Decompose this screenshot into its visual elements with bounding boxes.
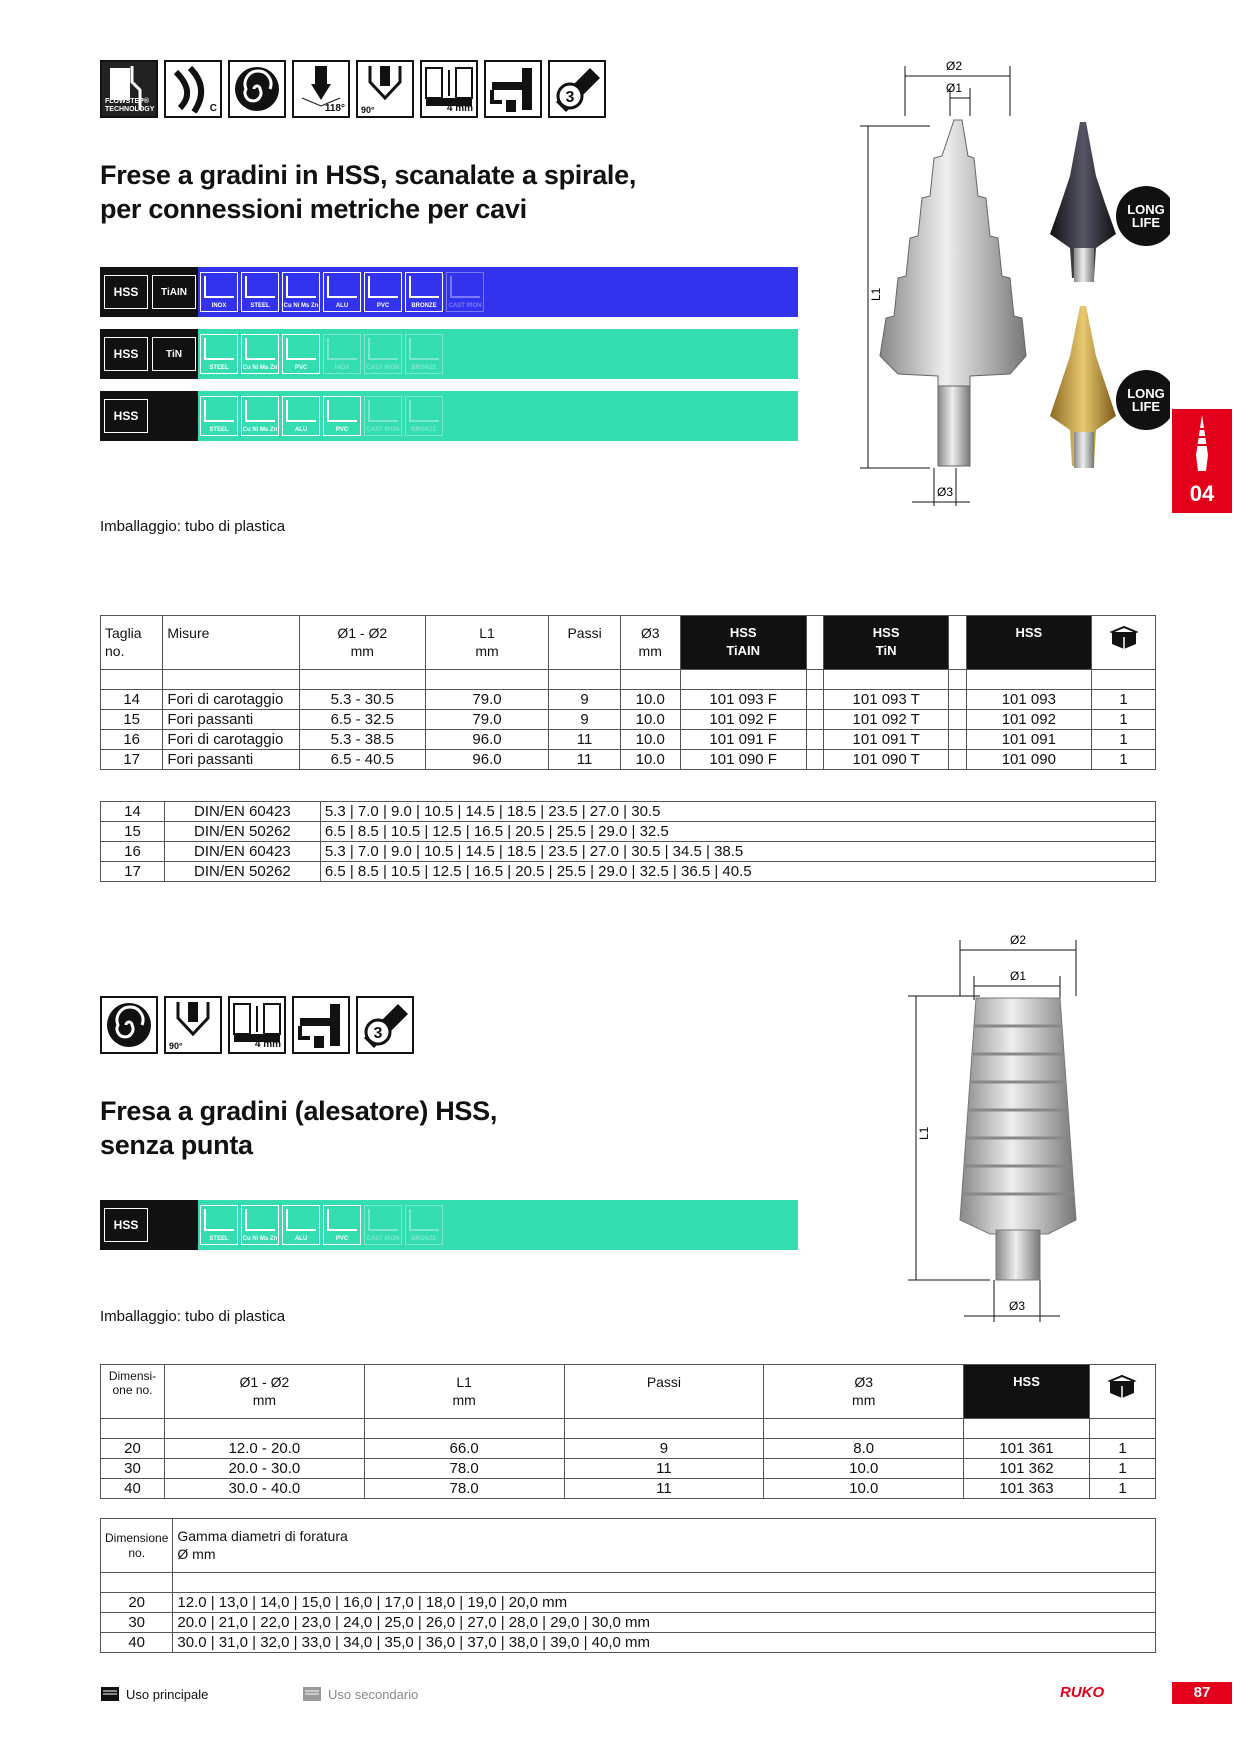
table-row: 20 12.0 - 20.0 66.0 9 8.0 101 361 1 <box>101 1439 1156 1459</box>
page-number: 87 <box>1172 1682 1232 1704</box>
countersink-caption: 90° <box>169 1041 183 1051</box>
max-thickness-caption: 4 mm <box>254 1039 281 1050</box>
section1-title-line2: per connessioni metriche per cavi <box>100 194 527 224</box>
material-alu: ALU <box>282 396 320 436</box>
material-bronze: BRONZE <box>405 334 443 374</box>
table-row: 14 DIN/EN 60423 5.3 | 7.0 | 9.0 | 10.5 | 14.5 | 18.5 | 23.5 | 27.0 | 30.5 <box>101 802 1156 822</box>
material-steel: STEEL <box>200 334 238 374</box>
badge-hss: HSS <box>104 275 148 309</box>
band-hss <box>100 391 798 441</box>
dim-d2-label-2: Ø2 <box>1009 933 1027 947</box>
table-row: 14 Fori di carotaggio 5.3 - 30.5 79.0 9 10.0 101 093 F 101 093 T 101 093 1 <box>101 690 1156 710</box>
section2-title <box>100 1094 497 1162</box>
material-steel: STEEL <box>200 1205 238 1245</box>
material-cast-iron: CAST IRON <box>446 272 484 312</box>
section2-title-line1: Fresa a gradini (alesatore) HSS, <box>100 1096 498 1126</box>
col-hss: HSS <box>964 1365 1090 1419</box>
material-cunimszn: Cu Ni Ms Zn <box>241 1205 279 1245</box>
feature-icons-row-2 <box>100 996 414 1054</box>
drill-machine-icon <box>292 996 350 1054</box>
table-row: 16 Fori di carotaggio 5.3 - 38.5 96.0 11 10.0 101 091 F 101 091 T 101 091 1 <box>101 730 1156 750</box>
svg-text:3: 3 <box>565 89 575 106</box>
col-steps: Passi <box>564 1365 764 1419</box>
badge-tin: TiN <box>152 337 196 371</box>
reamer-drawing <box>900 930 1080 1326</box>
badge-hss: HSS <box>104 399 148 433</box>
material-inox: INOX <box>200 272 238 312</box>
materials-tin <box>198 329 798 379</box>
material-cunimszn: Cu Ni Ms Zn <box>282 272 320 312</box>
drill-machine-icon <box>484 60 542 118</box>
material-cast-iron: CAST IRON <box>364 396 402 436</box>
spiral-chip-icon <box>100 996 158 1054</box>
band-hss-tin <box>100 329 798 379</box>
flowstep-icon <box>100 60 158 118</box>
badge-hss: HSS <box>104 1208 148 1242</box>
table-row: 30 20.0 - 30.0 78.0 11 10.0 101 362 1 <box>101 1459 1156 1479</box>
steel-secondary-icon <box>302 1686 322 1702</box>
chapter-number: 04 <box>1189 481 1215 506</box>
feature-icons-row-1 <box>100 60 606 118</box>
material-steel: STEEL <box>200 396 238 436</box>
dim-d3-label: Ø3 <box>936 485 954 499</box>
section1-title <box>100 158 636 226</box>
table-row: 17 Fori passanti 6.5 - 40.5 96.0 11 10.0 101 090 F 101 090 T 101 090 1 <box>101 750 1156 770</box>
package-box-icon <box>1108 624 1140 650</box>
dim-d1-label: Ø1 <box>945 81 963 95</box>
table-row: 17 DIN/EN 50262 6.5 | 8.5 | 10.5 | 12.5 | 16.5 | 20.5 | 25.5 | 29.0 | 32.5 | 36.5 | 40.5 <box>101 862 1156 882</box>
step-drill-drawing-1 <box>850 56 1170 516</box>
flowstep-caption: FLOWSTEP® TECHNOLOGY <box>105 98 155 113</box>
dim-l1-label: L1 <box>869 287 883 301</box>
band-hss-tialn <box>100 267 798 317</box>
svg-text:LONG: LONG <box>1127 202 1165 217</box>
packaging-note-2: Imballaggio: tubo di plastica <box>100 1308 286 1325</box>
col-hss-tin: HSS TiN <box>823 616 948 670</box>
table4-header <box>101 1519 1156 1573</box>
material-alu: ALU <box>282 1205 320 1245</box>
table-row: 15 Fori passanti 6.5 - 32.5 79.0 9 10.0 101 092 F 101 092 T 101 092 1 <box>101 710 1156 730</box>
svg-text:LONG: LONG <box>1127 386 1165 401</box>
col-range: Gamma diametri di foratura Ø mm <box>173 1519 1156 1573</box>
spiral-flute-caption: C <box>209 103 217 114</box>
countersink-caption: 90° <box>361 105 375 115</box>
legend-secondary-use <box>302 1686 418 1702</box>
svg-text:LIFE: LIFE <box>1131 215 1161 230</box>
max-thickness-caption: 4 mm <box>446 103 473 114</box>
material-cunimszn: Cu Ni Ms Zn <box>241 334 279 374</box>
material-bronze: BRONZE <box>405 396 443 436</box>
three-flat-shank-icon <box>548 60 606 118</box>
materials-tialn <box>198 267 798 317</box>
col-size: Dimensi-one no. <box>101 1365 165 1419</box>
step-drill-tab-icon <box>1172 409 1232 479</box>
packaging-note-1: Imballaggio: tubo di plastica <box>100 518 286 535</box>
col-d3: Ø3 mm <box>764 1365 964 1419</box>
col-package-icon <box>1089 1365 1155 1419</box>
table-row: 16 DIN/EN 60423 5.3 | 7.0 | 9.0 | 10.5 | 14.5 | 18.5 | 23.5 | 27.0 | 30.5 | 34.5 | 38.5 <box>101 842 1156 862</box>
max-thickness-icon <box>228 996 286 1054</box>
table-row: 40 30.0 - 40.0 78.0 11 10.0 101 363 1 <box>101 1479 1156 1499</box>
product-table-1 <box>100 615 1156 770</box>
chapter-tab <box>1172 409 1232 513</box>
col-d3: Ø3 mm <box>620 616 680 670</box>
material-bronze: BRONZE <box>405 272 443 312</box>
material-steel: STEEL <box>241 272 279 312</box>
band-hss-2 <box>100 1200 798 1250</box>
col-d12: Ø1 - Ø2 mm <box>299 616 425 670</box>
dim-d3-label-2: Ø3 <box>1008 1299 1026 1313</box>
step-diameters-table <box>100 801 1156 882</box>
col-l1: L1 mm <box>425 616 549 670</box>
product-table-2 <box>100 1364 1156 1499</box>
badge-hss: HSS <box>104 337 148 371</box>
drilling-range-table <box>100 1518 1156 1653</box>
material-cast-iron: CAST IRON <box>364 334 402 374</box>
section1-title-line1: Frese a gradini in HSS, scanalate a spirale, <box>100 160 637 190</box>
dim-d1-label-2: Ø1 <box>1009 969 1027 983</box>
materials-hss-2 <box>198 1200 798 1250</box>
dim-d2-label: Ø2 <box>945 59 963 73</box>
materials-hss <box>198 391 798 441</box>
spiral-chip-icon <box>228 60 286 118</box>
dim-l1-label-2: L1 <box>917 1126 931 1140</box>
package-box-icon <box>1106 1373 1138 1399</box>
col-steps: Passi <box>549 616 620 670</box>
col-size: Dimensione no. <box>101 1519 173 1573</box>
material-alu: ALU <box>323 272 361 312</box>
table3-header <box>101 1365 1156 1419</box>
table-row: 20 12.0 | 13,0 | 14,0 | 15,0 | 16,0 | 17,0 | 18,0 | 19,0 | 20,0 mm <box>101 1593 1156 1613</box>
material-bronze: BRONZE <box>405 1205 443 1245</box>
point-angle-118-icon <box>292 60 350 118</box>
table-row: 40 30.0 | 31,0 | 32,0 | 33,0 | 34,0 | 35,0 | 36,0 | 37,0 | 38,0 | 39,0 | 40,0 mm <box>101 1633 1156 1653</box>
col-size: Taglia no. <box>101 616 163 670</box>
material-inox: INOX <box>323 334 361 374</box>
col-package-icon <box>1092 616 1156 670</box>
svg-text:3: 3 <box>373 1025 383 1042</box>
table-row: 15 DIN/EN 50262 6.5 | 8.5 | 10.5 | 12.5 | 16.5 | 20.5 | 25.5 | 29.0 | 32.5 <box>101 822 1156 842</box>
max-thickness-icon <box>420 60 478 118</box>
col-l1: L1 mm <box>364 1365 564 1419</box>
three-flat-shank-icon <box>356 996 414 1054</box>
brand-logo: RUKO <box>1060 1684 1105 1701</box>
countersink-90-icon <box>164 996 222 1054</box>
badge-tialn: TiAIN <box>152 275 196 309</box>
svg-text:LIFE: LIFE <box>1131 399 1161 414</box>
point-angle-caption: 118° <box>324 103 345 114</box>
spiral-flute-icon <box>164 60 222 118</box>
material-cast-iron: CAST IRON <box>364 1205 402 1245</box>
col-d12: Ø1 - Ø2 mm <box>164 1365 364 1419</box>
steel-primary-icon <box>100 1686 120 1702</box>
material-pvc: PVC <box>323 1205 361 1245</box>
col-measures: Misure <box>163 616 300 670</box>
material-pvc: PVC <box>364 272 402 312</box>
coating-bands <box>100 267 798 441</box>
table1-header <box>101 616 1156 670</box>
countersink-90-icon <box>356 60 414 118</box>
section2-title-line2: senza punta <box>100 1130 253 1160</box>
material-pvc: PVC <box>282 334 320 374</box>
table-row: 30 20.0 | 21,0 | 22,0 | 23,0 | 24,0 | 25,0 | 26,0 | 27,0 | 28,0 | 29,0 | 30,0 mm <box>101 1613 1156 1633</box>
material-cunimszn: Cu Ni Ms Zn <box>241 396 279 436</box>
col-hss: HSS <box>966 616 1091 670</box>
material-pvc: PVC <box>323 396 361 436</box>
secondary-use-label: Uso secondario <box>328 1686 419 1702</box>
legend-primary-use <box>100 1686 208 1702</box>
primary-use-label: Uso principale <box>126 1686 209 1702</box>
col-hss-tialn: HSS TiAIN <box>680 616 806 670</box>
